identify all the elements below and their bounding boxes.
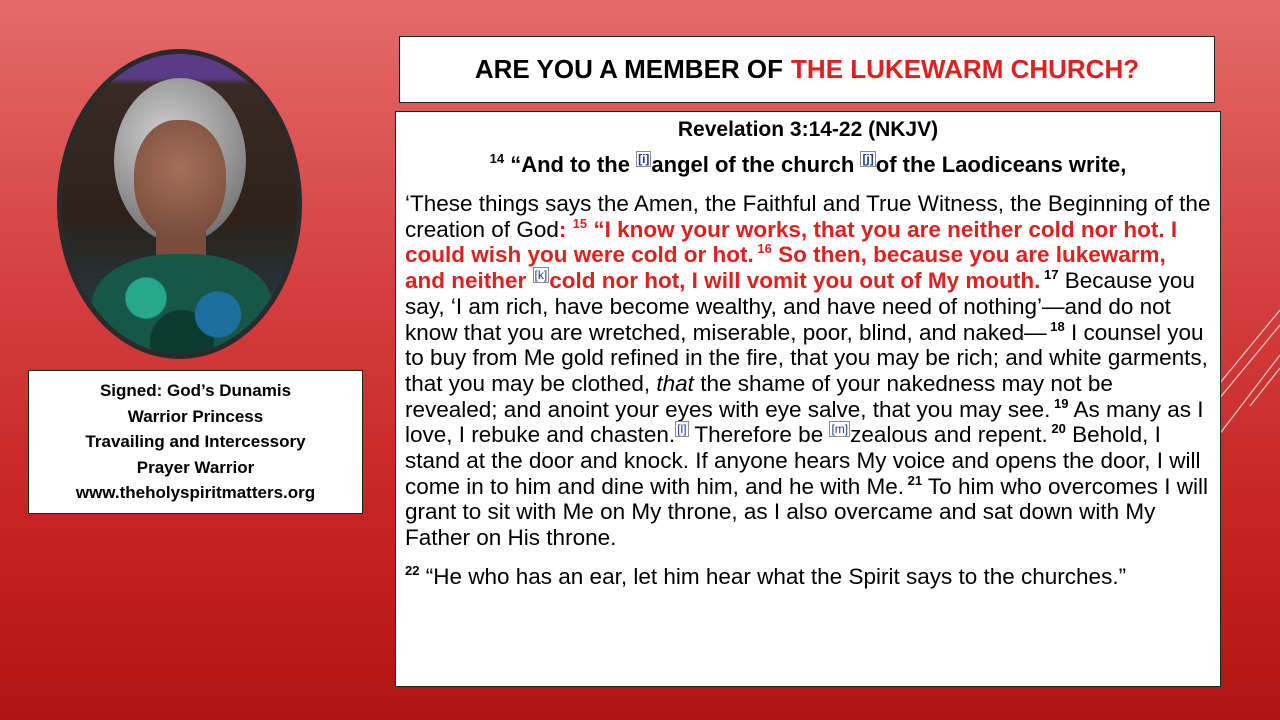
author-photo bbox=[62, 54, 297, 354]
verse-14 bbox=[405, 150, 1211, 180]
verse-text: “And to the bbox=[510, 152, 637, 177]
verse-number: 15 bbox=[572, 215, 588, 231]
verse-20-text: Behold, I stand at the door and knock. If anyone hears My voice and opens the door, I will come in to him and dine with him, and he with Me. bbox=[405, 422, 1201, 499]
verse-number: 17 bbox=[1040, 267, 1059, 283]
signature-website: www.theholyspiritmatters.org bbox=[75, 483, 316, 503]
verse-number: 16 bbox=[753, 241, 772, 257]
verse-number: 14 bbox=[489, 151, 505, 166]
footnote-link[interactable]: [l] bbox=[677, 422, 687, 437]
scripture-reference: Revelation 3:14-22 (NKJV) bbox=[677, 118, 939, 141]
signature-line: Prayer Warrior bbox=[136, 457, 255, 477]
verse-19-text: Therefore be bbox=[688, 422, 830, 448]
portrait-dress bbox=[92, 254, 272, 354]
signature-line: Warrior Princess bbox=[127, 406, 264, 426]
slide-title bbox=[399, 36, 1215, 103]
verse-18-text: the shame of your nakedness may not be revealed; and anoint your eyes with eye salve, that you may see. bbox=[405, 370, 1113, 422]
verse-text: of the Laodiceans write, bbox=[875, 152, 1127, 177]
verse-number: 18 bbox=[1046, 318, 1065, 334]
verses-14-21-body bbox=[405, 191, 1211, 551]
title-prefix: ARE YOU A MEMBER OF bbox=[474, 54, 784, 84]
verse-16-text: cold nor hot, I will vomit you out of My mouth. bbox=[549, 268, 1041, 294]
footnote-link[interactable]: [j] bbox=[862, 152, 874, 166]
verse-17-text: Because you say, ‘I am rich, have become wealthy, and have need of nothing’—and do not know that you are wretched, miserable, poor, blind, and naked— bbox=[405, 268, 1195, 345]
verse-text: : bbox=[558, 216, 573, 242]
verse-19-text: zealous and repent. bbox=[850, 422, 1048, 448]
verse-text: angel of the church bbox=[651, 152, 861, 177]
author-portrait-frame bbox=[57, 49, 302, 359]
verse-number: 22 bbox=[405, 562, 420, 578]
footnote-link[interactable]: [i] bbox=[638, 152, 650, 166]
verse-number: 19 bbox=[1050, 395, 1069, 411]
scripture-passage bbox=[395, 111, 1221, 687]
verse-text: ‘These things says the Amen, the Faithful and True Witness, the Beginning of the creation of God bbox=[405, 191, 1211, 242]
verse-number: 20 bbox=[1047, 421, 1066, 437]
verse-22-text: “He who has an ear, let him hear what the Spirit says to the churches.” bbox=[419, 563, 1127, 589]
verse-18-text: I counsel you to buy from Me gold refined in the fire, that you may be rich; and white garments, that you may be clothed, bbox=[405, 319, 1208, 396]
verse-18-italic: that bbox=[656, 370, 694, 396]
signature-line: Travailing and Intercessory bbox=[85, 432, 306, 452]
verse-number: 21 bbox=[904, 472, 923, 488]
portrait-face bbox=[134, 120, 226, 240]
verse-22 bbox=[405, 564, 1211, 590]
verse-21-text: To him who overcomes I will grant to sit with Me on My throne, as I also overcame and sat down with My Father on His throne. bbox=[405, 473, 1209, 551]
signature-line: Signed: God’s Dunamis bbox=[99, 381, 292, 401]
footnote-link[interactable]: [m] bbox=[831, 422, 849, 437]
title-highlight: THE LUKEWARM CHURCH? bbox=[791, 54, 1140, 84]
verse-19-text: As many as I love, I rebuke and chasten. bbox=[405, 396, 1204, 448]
footnote-link[interactable]: [k] bbox=[534, 268, 548, 283]
verse-16-text: So then, because you are lukewarm, and neither bbox=[405, 242, 1166, 294]
verse-15-text: “I know your works, that you are neither cold nor hot. I could wish you were cold or hot. bbox=[405, 216, 1178, 268]
signature-box bbox=[28, 370, 363, 514]
